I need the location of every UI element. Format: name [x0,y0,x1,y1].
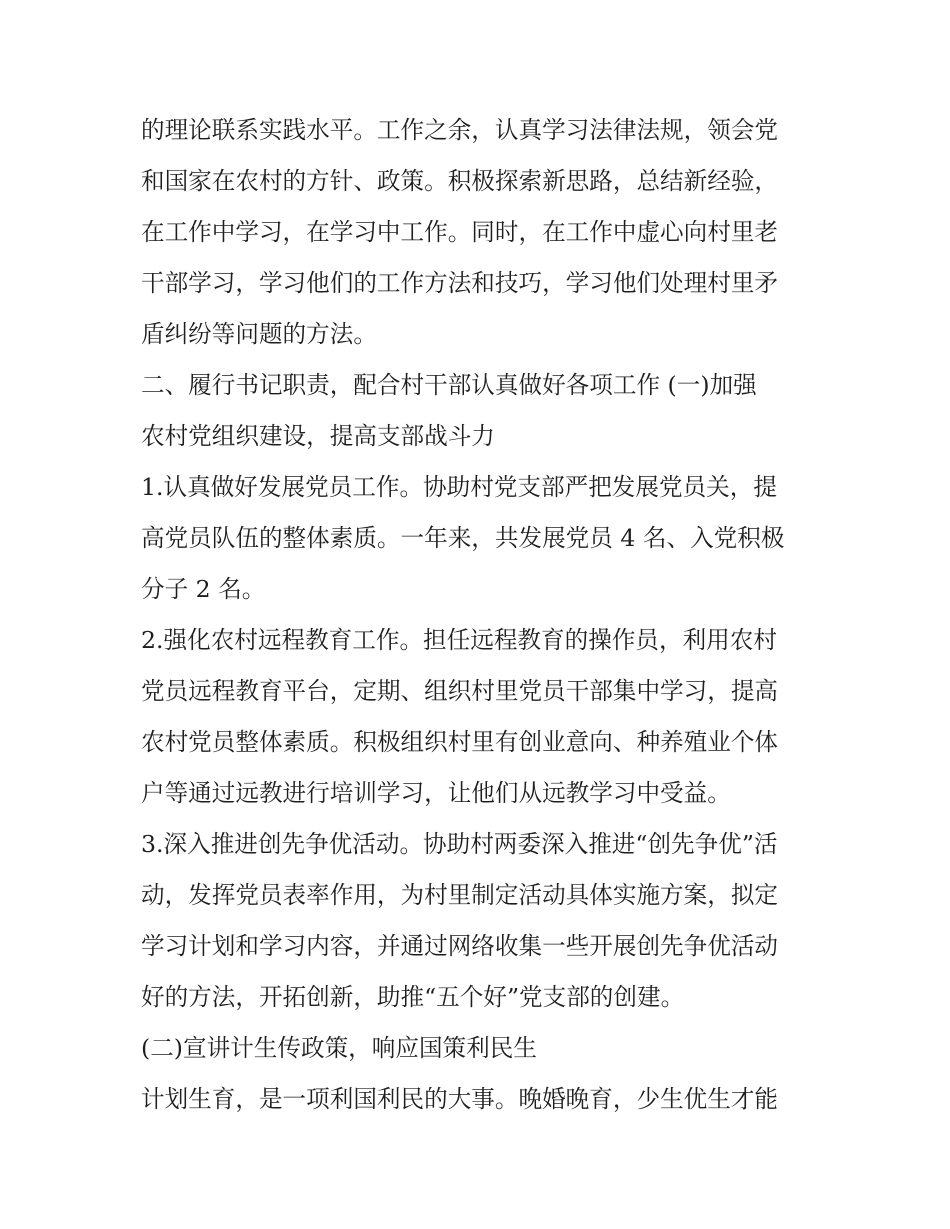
text-line: 盾纠纷等问题的方法。 [141,320,377,348]
text-line: 户等通过远教进行培训学习，让他们从远教学习中受益。 [141,779,731,807]
text-line: 1.认真做好发展党员工作。协助村党支部严把发展党员关，提 [141,473,777,501]
text-line: 在工作中学习，在学习中工作。同时，在工作中虚心向村里老 [141,218,779,246]
text-line: 农村党员整体素质。积极组织村里有创业意向、种养殖业个体 [141,728,779,756]
text-line: 计划生育，是一项利国利民的大事。晚婚晚育，少生优生才能 [141,1085,779,1113]
text-line: 3.深入推进创先争优活动。协助村两委深入推进“创先争优”活 [141,830,778,858]
section-heading: 二、履行书记职责，配合村干部认真做好各项工作 (一)加强 [141,371,757,399]
text-line: 高党员队伍的整体素质。一年来，共发展党员 4 名、入党积极 [141,524,785,552]
text-line: 党员远程教育平台，定期、组织村里党员干部集中学习，提高 [141,677,779,705]
section-heading: (二)宣讲计生传政策，响应国策利民生 [141,1034,537,1062]
text-line: 的理论联系实践水平。工作之余，认真学习法律法规，领会党 [141,116,779,144]
text-line: 和国家在农村的方针、政策。积极探索新思路，总结新经验， [141,167,779,195]
text-line: 分子 2 名。 [141,575,266,603]
text-line: 好的方法，开拓创新，助推“五个好”党支部的创建。 [141,983,685,1011]
text-line: 2.强化农村远程教育工作。担任远程教育的操作员，利用农村 [141,626,777,654]
text-line: 动，发挥党员表率作用，为村里制定活动具体实施方案，拟定 [141,881,779,909]
text-line: 学习计划和学习内容，并通过网络收集一些开展创先争优活动 [141,932,779,960]
text-line: 干部学习，学习他们的工作方法和技巧，学习他们处理村里矛 [141,269,779,297]
section-heading: 农村党组织建设，提高支部战斗力 [141,422,495,450]
